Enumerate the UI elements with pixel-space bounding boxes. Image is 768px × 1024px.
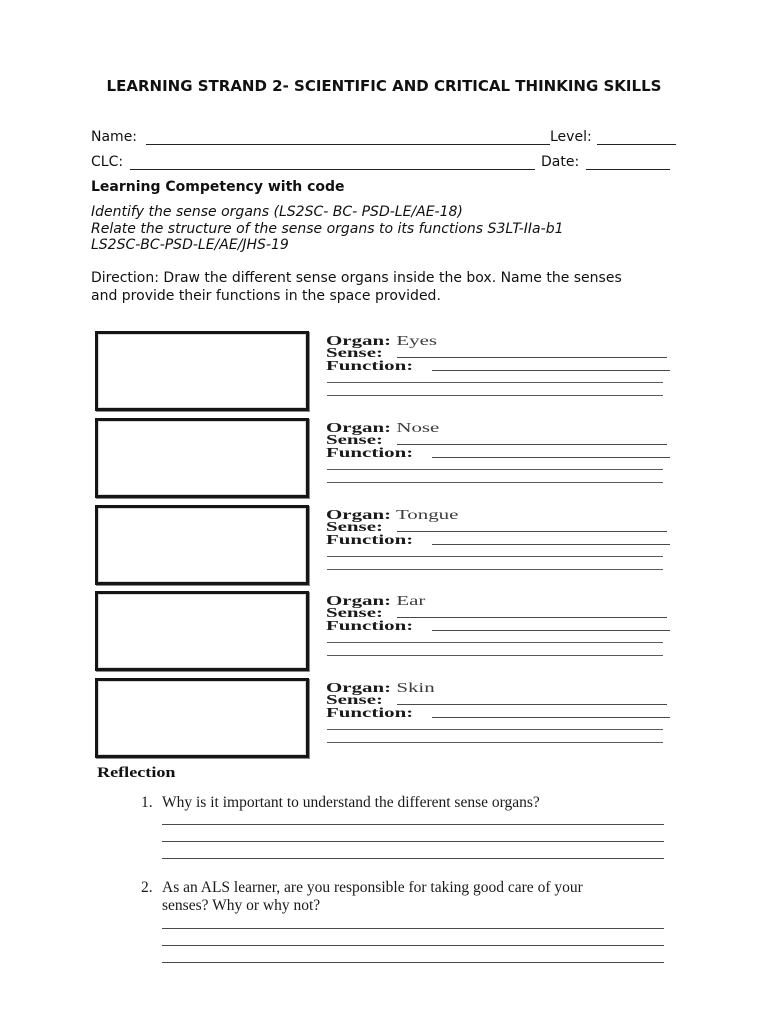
answer-blank-line: [327, 382, 663, 383]
question-text: Why is it important to understand the different sense organs?: [162, 794, 540, 811]
sense-label: Sense:: [326, 519, 383, 534]
organ-name: Eyes: [396, 333, 438, 348]
question-number: 1.: [141, 794, 153, 811]
sense-label: Sense:: [326, 345, 383, 360]
direction-line: and provide their functions in the space provided.: [91, 288, 441, 304]
function-label: Function:: [326, 445, 414, 460]
answer-blank-line: [327, 642, 663, 643]
date-label: Date:: [541, 154, 580, 170]
direction-line: Direction: Draw the different sense organs inside the box. Name the senses: [91, 270, 622, 286]
level-label: Level:: [550, 129, 592, 145]
reflection-heading: Reflection: [97, 765, 176, 781]
drawing-box: [95, 331, 309, 411]
name-blank-line: [146, 144, 550, 145]
sense-label: Sense:: [326, 432, 383, 447]
organ-label: Organ:: [326, 507, 392, 522]
question-text: As an ALS learner, are you responsible for taking good care of your: [162, 879, 583, 896]
question-number: 2.: [141, 879, 153, 896]
answer-blank-line: [162, 962, 664, 963]
sense-blank-line: [397, 444, 667, 445]
organ-name: Tongue: [395, 507, 459, 522]
competency-line: LS2SC-BC-PSD-LE/AE/JHS-19: [91, 237, 289, 253]
organ-name: Ear: [396, 593, 426, 608]
competency-line: Relate the structure of the sense organs to its functions S3LT-IIa-b1: [91, 221, 564, 237]
name-label: Name:: [91, 129, 138, 145]
sense-blank-line: [397, 531, 667, 532]
function-blank-line: [432, 544, 670, 545]
drawing-box: [95, 591, 309, 671]
function-blank-line: [432, 717, 670, 718]
competency-line: Identify the sense organs (LS2SC- BC- PSD-LE/AE-18): [91, 204, 463, 220]
answer-blank-line: [162, 858, 664, 859]
competency-heading: Learning Competency with code: [91, 179, 345, 195]
organ-block-ear: [0, 591, 768, 673]
sense-blank-line: [397, 357, 667, 358]
level-blank-line: [597, 144, 676, 145]
function-row: [326, 446, 413, 460]
function-label: Function:: [326, 618, 414, 633]
answer-blank-line: [162, 841, 664, 842]
answer-blank-line: [162, 945, 664, 946]
function-row: [326, 533, 413, 547]
organ-label: Organ:: [326, 593, 392, 608]
answer-blank-line: [327, 469, 663, 470]
function-label: Function:: [326, 358, 414, 373]
organ-block-tongue: [0, 505, 768, 587]
answer-blank-line: [162, 928, 664, 929]
organ-label: Organ:: [326, 333, 392, 348]
function-blank-line: [432, 630, 670, 631]
organ-block-nose: [0, 418, 768, 500]
function-row: [326, 619, 413, 633]
answer-blank-line: [327, 395, 663, 396]
organ-block-skin: [0, 678, 768, 760]
date-blank-line: [586, 169, 670, 170]
drawing-box: [95, 505, 309, 585]
sense-blank-line: [397, 617, 667, 618]
answer-blank-line: [327, 655, 663, 656]
organ-label: Organ:: [326, 420, 392, 435]
answer-blank-line: [327, 729, 663, 730]
function-row: [326, 359, 413, 373]
answer-blank-line: [327, 556, 663, 557]
drawing-box: [95, 678, 309, 758]
function-blank-line: [432, 370, 670, 371]
sense-blank-line: [397, 704, 667, 705]
function-row: [326, 706, 413, 720]
function-label: Function:: [326, 532, 414, 547]
drawing-box: [95, 418, 309, 498]
function-blank-line: [432, 457, 670, 458]
sense-label: Sense:: [326, 605, 383, 620]
organ-block-eyes: [0, 331, 768, 413]
clc-label: CLC:: [91, 154, 124, 170]
organ-name: Nose: [396, 420, 440, 435]
answer-blank-line: [162, 824, 664, 825]
sense-label: Sense:: [326, 692, 383, 707]
function-label: Function:: [326, 705, 414, 720]
organ-name: Skin: [396, 680, 435, 695]
worksheet-title: LEARNING STRAND 2- SCIENTIFIC AND CRITICAL THINKING SKILLS: [106, 77, 662, 95]
answer-blank-line: [327, 482, 663, 483]
clc-blank-line: [130, 169, 535, 170]
question-text: senses? Why or why not?: [162, 897, 321, 914]
answer-blank-line: [327, 569, 663, 570]
organ-label: Organ:: [326, 680, 392, 695]
answer-blank-line: [327, 742, 663, 743]
